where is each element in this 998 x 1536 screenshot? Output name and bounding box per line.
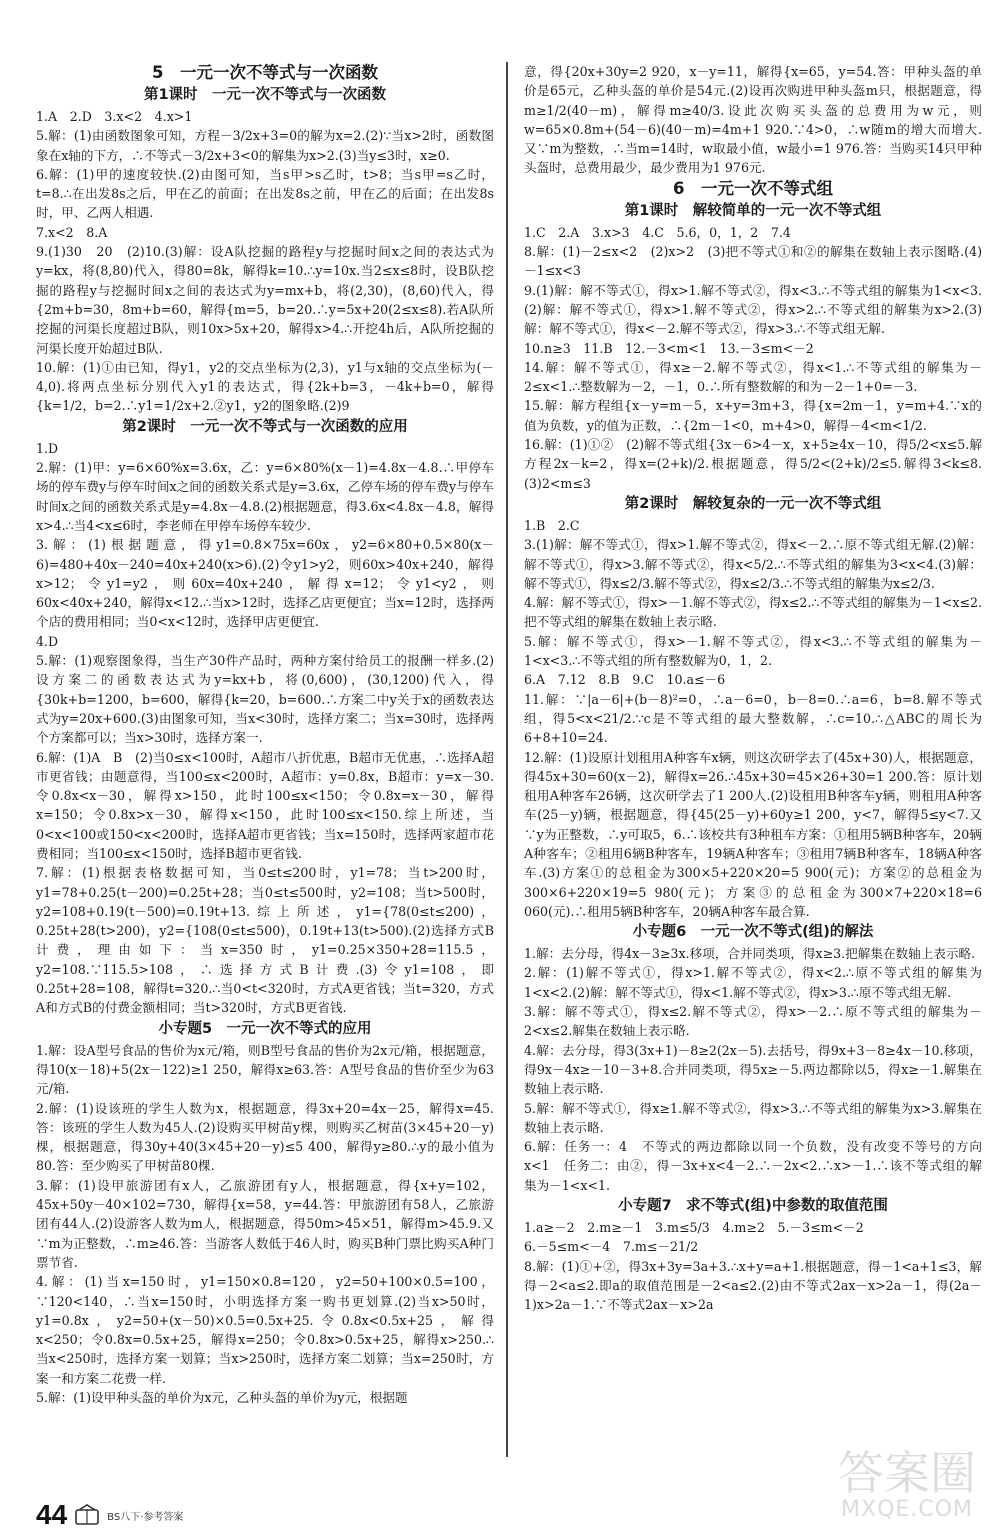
column-divider (506, 62, 508, 1457)
left-column (36, 62, 494, 1407)
answer-item: 6.－5≤m<－4 7.m≤－21/2 (524, 1239, 699, 1255)
answer-item: 4.D (36, 633, 59, 649)
answer-item: 3.解：(1)根据题意，得y1=0.8×75x=60x，y2=6×80+0.5×80(x－6)=480+40x－240=40x+240(x>6).(2)令y1>y2，则60x>40x+240，解得x>12；令y1=y2，则60x=40x+240，解得x=12；令y1<y2，则60x<40x+240，解得x<12.∴当x>12时，选择乙店更便宜；当x=12时，选择两个店的费用相同；当0<x<12时，选择甲店更便宜. (36, 537, 494, 630)
lesson-title: 第2课时 一元一次不等式与一次函数的应用 (122, 418, 408, 435)
answer-item: 1.D (36, 440, 59, 456)
answer-item: 9.(1)30 20 (2)10.(3)解：设A队挖掘的路程y与挖掘时间x之间的表达式为y=kx，将(8,80)代入，得80=8k，解得k=10.∴y=10x.当2≤x≤8时，设B队挖掘的路程y与挖掘时间x之间的表达式为y=mx+b，将(2,30)，(8,60)代入，得{2m+b=30，8m+b=60，解得{m=5，b=20.∴y=5x+20(2≤x≤8).若A队所挖掘的河渠长度超过B队，则10x>5x+20，解得x>4.∴开挖4h后，A队所挖掘的河渠长度开始超过B队. (36, 244, 494, 356)
answer-item: 4.解：(1)当x=150时，y1=150×0.8=120，y2=50+100×0.5=100，∵120<140，∴当x=150时，小明选择方案一购书更划算.(2)当x>50时，y1=0.8x，y2=50+(x－50)×0.5=0.5x+25.令0.8x<0.5x+25，解得x<250；令0.8x=0.5x+25，解得x=250；令0.8x>0.5x+25，解得x>250.∴当x<250时，选择方案一划算；当x>250时，选择方案二划算；当x=250时，方案一和方案二花费一样. (36, 1274, 494, 1386)
answer-item: 1.a≥－2 2.m≥－1 3.m≤5/3 4.m≥2 5.－3≤m<－2 (524, 1220, 864, 1236)
answer-item: 5.解：(1)观察图象得，当生产30件产品时，两种方案付给员工的报酬一样多.(2)设方案二的函数表达式为y=kx+b，将(0,600)，(30,1200)代入，得{30k+b=1200，b=600，解得{k=20，b=600.∴方案二中y关于x的函数表达式为y=20x+600.(3)由图象可知，当x<30时，选择方案二；当x=30时，选择两个方案都可以；当x>30时，选择方案一. (36, 653, 494, 746)
answer-item: 8.解：(1)①+②，得3x+3y=3a+3.∴x+y=a+1.根据题意，得－1<a+1≤3，解得－2<a≤2.即a的取值范围是－2<a≤2.(2)由不等式2ax－x>2a－1，得(2a－1)x>2a－1.∵不等式2ax－x>2a (524, 1258, 982, 1313)
lesson-title: 第1课时 一元一次不等式与一次函数 (143, 87, 387, 103)
special-topic-title: 小专题7 求不等式(组)中参数的取值范围 (618, 1198, 888, 1215)
answer-item: 意，得{20x+30y=2 920，x－y=11，解得{x=65，y=54.答：甲种头盔的单价是65元，乙种头盔的单价是54元.(2)设再次购进甲种头盔m只，根据题意，得m≥1/2(40－m)，解得m≥40/3.设此次购买头盔的总费用为w元，则w=65×0.8m+(54－6)(40－m)=4m+1 920.∵4>0，∴w随m的增大而增大.又∵m为整数，∴当m=14时，w取最小值，w最小=1 976.答：当购买14只甲种头盔时，总费用最少，最少费用为1 976元. (524, 64, 982, 176)
answer-item: 2.解：(1)设该班的学生人数为x，根据题意，得3x+20=4x－25，解得x=45.答：该班的学生人数为45人.(2)设购买甲树苗y棵，则购买乙树苗(3×45+20－y)棵，根据题意，得30y+40(3×45+20－y)≤5 400，解得y≥80.∴y的最小值为80.答：至少购买了甲树苗80棵. (36, 1100, 494, 1174)
page-footer (36, 1500, 183, 1530)
chapter-title: 6 一元一次不等式组 (673, 178, 833, 198)
answer-item: 3.(1)解：解不等式①，得x>1.解不等式②，得x<－2.∴原不等式组无解.(2)解：解不等式①，得x>3.解不等式②，得x<5/2.∴不等式组的解集为3<x<4.(3)解：解不等式①，得x≤2/3.解不等式②，得x≤2/3.∴不等式组的解集为x≤2/3. (524, 537, 982, 591)
answer-item: 7.x<2 8.A (36, 224, 108, 240)
answer-item: 4.解：去分母，得3(3x+1)－8≥2(2x－5).去括号，得9x+3－8≥4x－10.移项，得9x－4x≥－10－3+8.合并同类项，得5x≥－5.两边都除以5，得x≥－1.解集在数轴上表示略. (524, 1042, 982, 1097)
answer-item: 12.解：(1)设原计划租用A种客车x辆，则这次研学去了(45x+30)人，根据题意，得45x+30=60(x－2)，解得x=26.∴45x+30=45×26+30=1 200.答：原计划租用A种客车26辆，这次研学去了1 200人.(2)设租用B种客车y辆，则租用A种客车(25－y)辆，根据题意，得{45(25－y)+60y≥1 200，y<7，解得5≤y<7.又∵y为正整数，∴y可取5，6.∴该校共有3种租车方案：①租用5辆B种客车，20辆A种客车；②租用6辆B种客车，19辆A种客车；③租用7辆B种客车，18辆A种客车.(3)方案①的总租金为300×5+220×20=5 900(元)；方案②的总租金为300×6+220×19=5 980(元)；方案③的总租金为300×7+220×18=6 060(元).∴租用5辆B种客车，20辆A种客车最合算. (524, 749, 982, 919)
lesson-title: 第1课时 解较简单的一元一次不等式组 (624, 202, 882, 219)
answer-item: 8.解：(1)－2≤x<2 (2)x>2 (3)把不等式①和②的解集在数轴上表示图略.(4)－1≤x<3 (524, 244, 982, 279)
answer-item: 7.解：(1)根据表格数据可知，当0≤t≤200时，y1=78；当t>200时，y1=78+0.25(t－200)=0.25t+28；当0≤t≤500时，y2=108；当t>500时，y2=108+0.19(t－500)=0.19t+13.综上所述，y1={78(0≤t≤200)，0.25t+28(t>200)，y2={108(0≤t≤500)，0.19t+13(t>500).(2)选择方式B计费，理由如下：当x=350时，y1=0.25×350+28=115.5，y2=108.∵115.5>108，∴选择方式B计费.(3)令y1=108，即0.25t+28=108，解得t=320.∴当0<t<320时，方式A更省钱；当t=320，方式A和方式B的付费金额相同；当t>320时，方式B更省钱. (36, 865, 494, 1016)
answer-item: 3.解：解不等式①，得x≤2.解不等式②，得x>－2.∴原不等式组的解集为－2<x≤2.解集在数轴上表示略. (524, 1004, 982, 1039)
answer-item: 10.n≥3 11.B 12.－3<m<1 13.－3≤m<－2 (524, 340, 814, 356)
answer-item: 16.解：(1)①② (2)解不等式组{3x－6>4－x，x+5≥4x－10，得5/2<x≤5.解方程2x－k=2，得x=(2+k)/2.根据题意，得5/2<(2+k)/2≤5.解得3<k≤8.(3)2<m≤3 (524, 437, 982, 491)
answer-item: 5.解：(1)由函数图象可知，方程－3/2x+3=0的解为x=2.(2)∵当x>2时，函数图象在x轴的下方，∴不等式－3/2x+3<0的解集为x>2.(3)当y≤3时，x≥0. (36, 128, 494, 163)
answer-item: 6.A 7.12 8.B 9.C 10.a≤－6 (524, 672, 726, 688)
answer-item: 11.解：∵|a－6|+(b－8)²=0，∴a－6=0，b－8=0.∴a=6，b=8.解不等式组，得5<x<21/2.∵c是不等式组的最大整数解，∴c=10.∴△ABC的周长为6+8+10=24. (524, 691, 982, 746)
answer-item: 4.解：解不等式①，得x>－1.解不等式②，得x≤2.∴不等式组的解集为－1<x≤2.把不等式组的解集在数轴上表示略. (524, 595, 982, 630)
answer-item: 9.(1)解：解不等式①，得x>1.解不等式②，得x<3.∴不等式组的解集为1<x<3.(2)解：解不等式①，得x>1.解不等式②，得x>2.∴不等式组的解集为x>2.(3)解：解不等式①，得x<－2.解不等式②，得x>3.∴不等式组无解. (524, 282, 982, 337)
lesson-title: 第2课时 解较复杂的一元一次不等式组 (624, 495, 882, 512)
answer-item: 5.解：解不等式①，得x>－1.解不等式②，得x<3.∴不等式组的解集为－1<x<3.∴不等式组的所有整数解为0，1，2. (524, 633, 982, 669)
answer-item: 10.解：(1)①由已知，得y1，y2的交点坐标为(2,3)，y1与x轴的交点坐标为(－4,0).将两点坐标分别代入y1的表达式，得{2k+b=3，－4k+b=0，解得{k=1/2，b=2.∴y1=1/2x+2.②y1，y2的图象略.(2)9 (36, 359, 494, 414)
watermark-url: MXQE.COM (841, 1497, 973, 1522)
special-topic-title: 小专题5 一元一次不等式的应用 (158, 1020, 372, 1037)
answer-item: 2.解：(1)解不等式①，得x>1.解不等式②，得x<2.∴原不等式组的解集为1<x<2.(2)解：解不等式①，得x<1.解不等式②，得x>3.∴原不等式组无解. (524, 965, 982, 1000)
answer-item: 1.B 2.C (524, 517, 580, 533)
watermark-logo: 答案圈 (838, 1446, 976, 1500)
answer-item: 6.解：任务一：4 不等式的两边都除以同一个负数，没有改变不等号的方向 x<1 任务二：由②，得－3x+x<4－2.∴－2x<2.∴x>－1.∴该不等式组的解集为－1<x<1. (524, 1139, 995, 1193)
answer-item: 6.解：(1)A B (2)当0≤x<100时，A超市八折优惠，B超市无优惠，∴选择A超市更省钱；由题意得，当100≤x<200时，A超市：y=0.8x，B超市：y=x－30.令0.8x<x－30，解得x>150，此时100≤x<150；令0.8x=x－30，解得x=150；令0.8x>x－30，解得x<150，此时100≤x<150.综上所述，当0<x<100或150<x<200时，选择A超市更省钱；当x=150时，选择两家超市花费相同；当100≤x<150时，选择B超市更省钱. (36, 749, 494, 861)
right-column (524, 62, 995, 1315)
answer-item: 1.解：设A型号食品的售价为x元/箱，则B型号食品的售价为2x元/箱，根据题意，得10(x－18)+5(2x－122)≥1 250，解得x≥63.答：A型号食品的售价至少为63元/箱. (36, 1042, 494, 1097)
answer-item: 1.C 2.A 3.x>3 4.C 5.6，0，1，2 7.4 (524, 224, 791, 240)
answer-item: 5.解：(1)设甲种头盔的单价为x元，乙种头盔的单价为y元，根据题 (36, 1390, 408, 1405)
footer-label: BS八下·参考答案 (107, 1511, 184, 1523)
answer-item: 6.解：(1)甲的速度较快.(2)由图可知，当s甲>s乙时，t>8；当s甲=s乙时，t=8.∴在出发8s之后，甲在乙的前面；在出发8s之前，甲在乙的后面；在出发8s时，甲、乙两人相遇. (36, 166, 494, 221)
answer-item: 14.解：解不等式①，得x≥－2.解不等式②，得x<1.∴不等式组的解集为－2≤x<1.∴整数解为－2，－1，0.∴所有整数解的和为－2－1+0=－3. (524, 359, 982, 395)
watermark (838, 1446, 976, 1522)
answer-item: 1.解：去分母，得4x－3≥3x.移项，合并同类项，得x≥3.把解集在数轴上表示略. (524, 946, 976, 962)
special-topic-title: 小专题6 一元一次不等式(组)的解法 (632, 924, 874, 941)
answer-item: 5.解：解不等式①，得x≥1.解不等式②，得x>3.∴不等式组的解集为x>3.解集在数轴上表示略. (524, 1100, 982, 1135)
answer-item: 3.解：(1)设甲旅游团有x人，乙旅游团有y人，根据题意，得{x+y=102，45x+50y－40×102=730，解得{x=58，y=44.答：甲旅游团有58人，乙旅游团有44人.(2)设游客人数为m人，根据题意，得50m>45×51，解得m>45.9.又∵m为正整数，∴m≥46.答：当游客人数低于46人时，购买B种门票比购买A种门票节省. (36, 1177, 494, 1270)
answer-item: 2.解：(1)甲：y=6×60%x=3.6x，乙：y=6×80%(x－1)=4.8x－4.8.∴甲停车场的停车费y与停车时间x之间的函数关系式是y=3.6x，乙停车场的停车费y与停车时间x之间的函数关系式是y=4.8x－4.8.(2)根据题意，得3.6x<4.8x－4.8，解得x>4.∴当4<x≤6时，李老师在甲停车场停车较少. (36, 460, 494, 533)
answer-item: 15.解：解方程组{x－y=m－5，x+y=3m+3，得{x=2m－1，y=m+4.∵x的值为负数，y的值为正数，∴{2m－1<0，m+4>0，解得－4<m<1/2. (524, 398, 982, 433)
chapter-title: 5 一元一次不等式与一次函数 (152, 63, 378, 82)
page-number: 44 (36, 1499, 68, 1530)
answer-item: 1.A 2.D 3.x<2 4.x>1 (36, 109, 193, 124)
book-logo-icon (73, 1503, 101, 1527)
